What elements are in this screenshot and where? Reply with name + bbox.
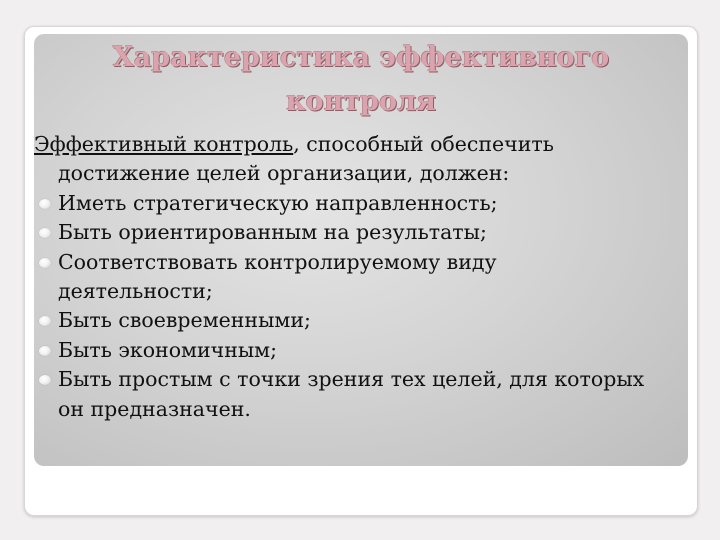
bullet-item-4: [34, 306, 698, 335]
bullet-icon: [39, 228, 51, 238]
slide-title: [34, 36, 688, 124]
intro-rest: , способный обеспечить: [293, 132, 554, 156]
bullet-text: Быть экономичным;: [58, 337, 278, 362]
bullet-item-6-continuation: он предназначен.: [58, 396, 251, 421]
bullet-icon: [39, 316, 51, 326]
slide-body: [34, 130, 698, 424]
bullet-text: Быть простым с точки зрения тех целей, для которых: [58, 367, 645, 392]
intro-underlined-term: Эффективный контроль: [34, 132, 294, 156]
bullet-icon: [39, 346, 51, 356]
bullet-item-3-continuation: деятельности;: [58, 279, 213, 304]
bullet-icon: [39, 199, 51, 209]
bullet-text: Быть ориентированным на результаты;: [58, 220, 487, 245]
bullet-text: Иметь стратегическую направленность;: [58, 190, 498, 215]
intro-line: [34, 130, 698, 159]
bullet-text: Быть своевременными;: [58, 308, 311, 333]
bullet-icon: [39, 375, 51, 385]
bullet-item-6: [34, 365, 698, 394]
bullet-item-2: [34, 218, 698, 247]
bullet-icon: [39, 258, 51, 268]
bullet-item-3: [34, 248, 698, 277]
intro-line-2: достижение целей организации, должен:: [58, 161, 510, 186]
slide-title-line-1: Характеристика эффективного: [112, 42, 610, 73]
bullet-item-5: [34, 336, 698, 365]
bullet-item-1: [34, 189, 698, 218]
bullet-text: Соответствовать контролируемому виду: [58, 249, 497, 274]
slide-title-line-2: контроля: [286, 86, 436, 117]
